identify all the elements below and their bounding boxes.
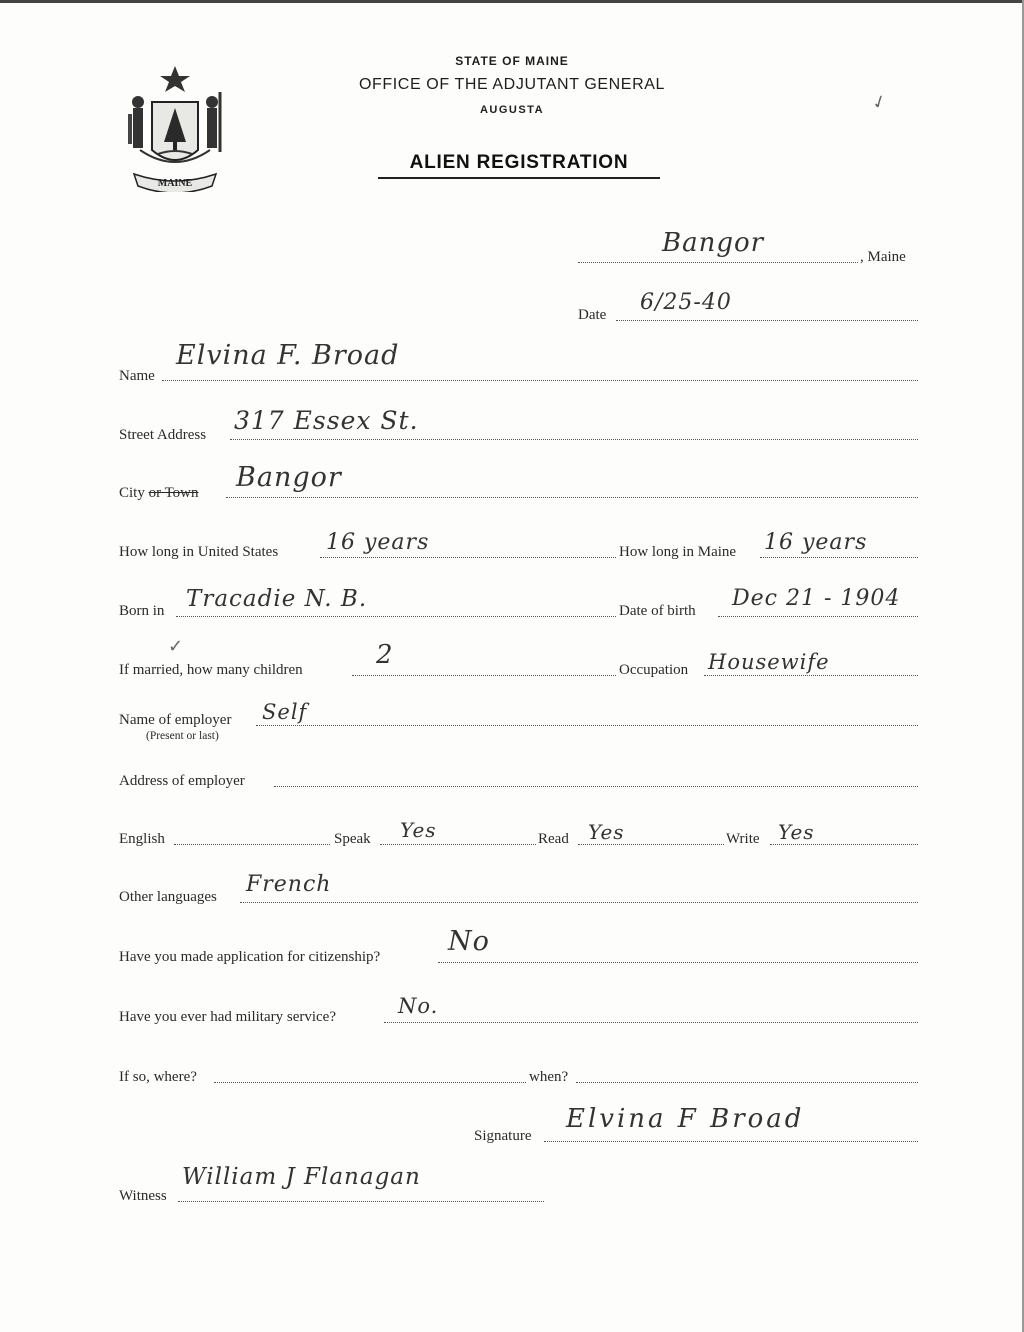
- city-label-text: City: [119, 485, 145, 501]
- street-line: [230, 439, 918, 440]
- town-line: [578, 262, 858, 263]
- read-line: [578, 844, 724, 845]
- military-line: [384, 1022, 918, 1023]
- children-line: [352, 675, 616, 676]
- other-languages-value: French: [246, 872, 332, 897]
- speak-line: [380, 844, 536, 845]
- name-value: Elvina F. Broad: [176, 340, 400, 371]
- occupation-line: [704, 675, 918, 676]
- us-duration-line: [320, 557, 616, 558]
- street-label: Street Address: [119, 427, 207, 443]
- read-value: Yes: [588, 820, 625, 844]
- us-duration-value: 16 years: [326, 530, 430, 555]
- maine-duration-label: How long in Maine: [619, 544, 737, 560]
- employer-line: [256, 725, 918, 726]
- where-line: [214, 1082, 526, 1083]
- name-line: [162, 380, 918, 381]
- form-title: ALIEN REGISTRATION: [378, 152, 660, 179]
- dob-label: Date of birth: [619, 603, 696, 619]
- office-heading: OFFICE OF THE ADJUTANT GENERAL: [358, 76, 666, 93]
- date-label: Date: [578, 307, 607, 323]
- speak-value: Yes: [400, 818, 437, 842]
- employer-sublabel: (Present or last): [146, 730, 219, 742]
- date-line: [616, 320, 918, 321]
- seal-banner: MAINE: [157, 178, 193, 189]
- other-languages-label: Other languages: [119, 889, 217, 905]
- where-label: If so, where?: [119, 1069, 197, 1085]
- born-in-label: Born in: [119, 603, 165, 619]
- street-value: 317 Essex St.: [234, 406, 419, 435]
- dob-value: Dec 21 - 1904: [732, 586, 901, 611]
- signature-value: Elvina F Broad: [566, 1104, 805, 1134]
- maine-label: , Maine: [860, 249, 906, 265]
- signature-label: Signature: [474, 1128, 532, 1144]
- other-languages-line: [240, 902, 918, 903]
- employer-value: Self: [262, 700, 308, 724]
- speak-label: Speak: [334, 831, 371, 847]
- check-mark-icon: ✓: [168, 636, 184, 657]
- born-in-value: Tracadie N. B.: [186, 586, 368, 612]
- employer-address-line: [274, 786, 918, 787]
- dob-line: [718, 616, 918, 617]
- witness-label: Witness: [119, 1188, 167, 1204]
- write-line: [770, 844, 918, 845]
- read-label: Read: [538, 831, 569, 847]
- citizenship-line: [438, 962, 918, 963]
- state-heading: STATE OF MAINE: [455, 54, 569, 68]
- witness-value: William J Flanagan: [182, 1164, 421, 1190]
- occupation-label: Occupation: [619, 662, 689, 678]
- when-line: [576, 1082, 918, 1083]
- english-label: English: [119, 831, 165, 847]
- city-heading: AUGUSTA: [479, 104, 545, 116]
- children-value: 2: [376, 640, 394, 670]
- citizenship-label: Have you made application for citizenship?: [119, 949, 381, 965]
- maine-duration-value: 16 years: [764, 530, 868, 555]
- military-label: Have you ever had military service?: [119, 1009, 336, 1025]
- or-town-struck: or Town: [148, 485, 199, 501]
- occupation-value: Housewife: [708, 650, 830, 674]
- town-value: Bangor: [662, 228, 765, 258]
- witness-line: [178, 1201, 544, 1202]
- born-in-line: [176, 616, 616, 617]
- city-value: Bangor: [236, 462, 342, 493]
- city-line: [226, 497, 918, 498]
- name-label: Name: [119, 368, 155, 384]
- employer-label: Name of employer: [119, 712, 232, 728]
- employer-address-label: Address of employer: [119, 773, 245, 789]
- when-label: when?: [529, 1069, 569, 1085]
- page-border-top: [0, 0, 1024, 3]
- us-duration-label: How long in United States: [119, 544, 279, 560]
- military-value: No.: [398, 994, 439, 1018]
- maine-duration-line: [760, 557, 918, 558]
- english-line: [174, 844, 330, 845]
- signature-line: [544, 1141, 918, 1142]
- write-value: Yes: [778, 820, 815, 844]
- check-mark-icon: ✓: [868, 90, 891, 115]
- date-value: 6/25-40: [640, 290, 732, 315]
- write-label: Write: [726, 831, 760, 847]
- city-label: [119, 485, 199, 502]
- citizenship-value: No: [448, 926, 490, 957]
- children-label: If married, how many children: [119, 662, 303, 678]
